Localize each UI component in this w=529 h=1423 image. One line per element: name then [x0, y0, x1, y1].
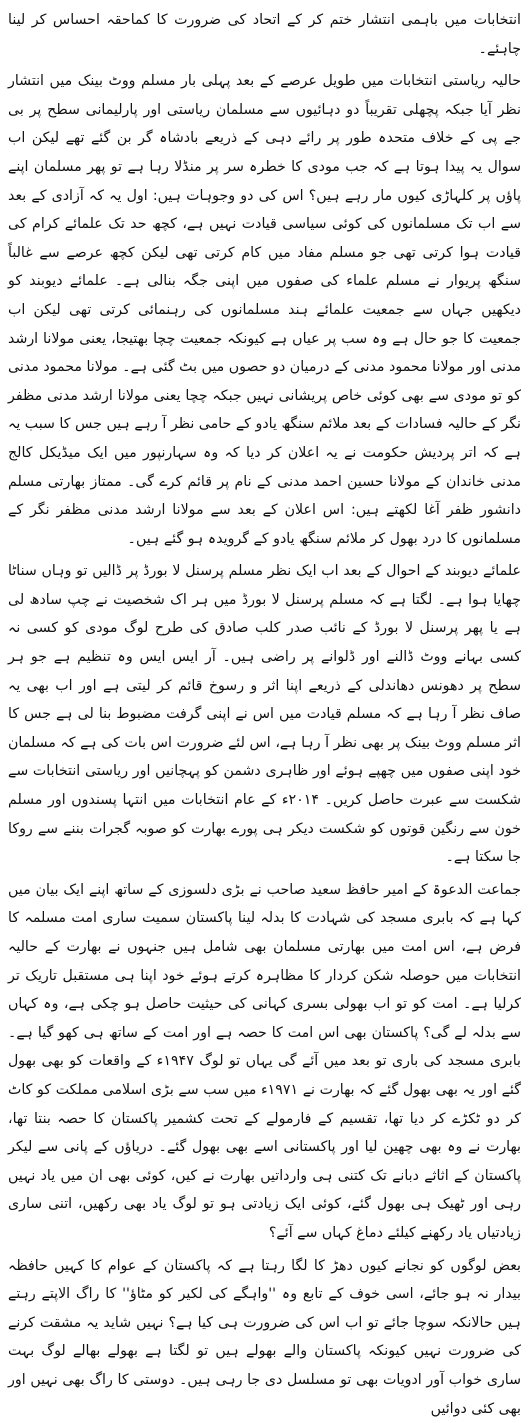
article-heading-line: انتخابات میں باہمی انتشار ختم کر کے اتحاد کی ضرورت کا کماحقہ احساس کر لینا چاہئے۔ — [8, 12, 521, 57]
article-paragraph: علمائے دیوبند کے احوال کے بعد اب ایک نظر مسلم پرسنل لا بورڈ پر ڈالیں تو وہاں سناٹا چھایا ہوا ہے۔ لگتا ہے کہ مسلم پرسنل لا بورڈ میں ہر اک شخصیت نے چپ سادھ لی ہے یا پھر پرسنل لا بورڈ کے نائب صدر کلب صادق کی طرح لوگ مودی کو کسی نہ کسی بہانے ووٹ ڈالنے اور ڈلوانے پر راضی ہیں۔ آر ایس ایس وہ تنظیم ہے جو ہر سطح پر دھونس دھاندلی کے ذریعے اپنا اثر و رسوخ قائم کر لیتی ہے اور اب بھی یہ صاف نظر آ رہا ہے کہ مسلم قیادت میں اس نے اپنی گرفت مضبوط بنا لی ہے جس کا اثر مسلم ووٹ بینک پر بھی نظر آ رہا ہے، اس لئے ضرورت اس بات کی ہے کہ مسلمان خود اپنی صفوں میں چھپے ہوئے اور ظاہری دشمن کو پہچانیں اور ریاستی انتخابات سے شکست سے عبرت حاصل کریں۔ ۲۰۱۴ء کے عام انتخابات میں انتہا پسندوں اور مسلم خون سے رنگین قوتوں کو شکست دیکر ہی پورے بھارت کو صوبہ گجرات بننے سے روکا جا سکتا ہے۔ — [8, 563, 521, 866]
article-paragraph: حالیہ ریاستی انتخابات میں طویل عرصے کے بعد پہلی بار مسلم ووٹ بینک میں انتشار نظر آیا جبکہ پچھلی تقریباً دو دہائیوں سے مسلمان ریاستی اور پارلیمانی سطح پر بی جے پی کے خلاف متحدہ طور پر رائے دہی کے ذریعے بادشاہ گر بن گئے تھے لیکن اب سوال یہ پیدا ہوتا ہے کہ جب مودی کا خطرہ سر پر منڈلا رہا ہے تو پھر مسلمان اپنے پاؤں پر کلہاڑی کیوں مار رہے ہیں؟ اس کی دو وجوہات ہیں: اول یہ کہ آزادی کے بعد سے اب تک مسلمانوں کی کوئی سیاسی قیادت نہیں ہے، کچھ حد تک علمائے کرام کی قیادت ہوا کرتی تھی جو مسلم مفاد میں کام کرتی تھی لیکن کچھ عرصے سے غالباً سنگھ پریوار نے مسلم علماء کی صفوں میں اپنی جگہ بنالی ہے۔ علمائے دیوبند کو دیکھیں جہاں سے جمعیت علمائے ہند مسلمانوں کی رہنمائی کرتی تھی لیکن اب جمعیت کا جو حال ہے وہ سب پر عیاں ہے کیونکہ جمعیت چچا بھتیجا، یعنی مولانا ارشد مدنی اور مولانا محمود مدنی کے درمیان دو حصوں میں بٹ گئی ہے۔ مولانا محمود مدنی کو تو مودی سے بھی کوئی خاص پریشانی نہیں جبکہ چچا یعنی مولانا ارشد مدنی مظفر نگر کے حالیہ فسادات کے بعد ملائم سنگھ یادو کے حامی نظر آ رہے ہیں جس کا سبب یہ ہے کہ اتر پردیش حکومت نے یہ اعلان کر دیا کہ وہ سہارنپور میں ایک میڈیکل کالج مدنی خاندان کے مولانا حسین احمد مدنی کے نام پر قائم کرے گی۔ ممتاز بھارتی مسلم دانشور ظفر آغا لکھتے ہیں: اس اعلان کے بعد سے مولانا ارشد مدنی مظفر نگر کے مسلمانوں کا درد بھول کر ملائم سنگھ یادو کے گرویدہ ہو گئے ہیں۔ — [8, 73, 521, 547]
article-paragraph: بعض لوگوں کو نجانے کیوں دھڑ کا لگا رہتا ہے کہ پاکستان کے عوام کا کہیں حافظہ بیدار نہ ہو جائے، اسی خوف کے تابع وہ ''واہگے کی لکیر کو مٹاؤ'' کا راگ الاپتے رہتے ہیں حالانکہ سوچا جائے تو اب اس کی ضرورت ہی کیا ہے؟ نہیں شاید یہ مشقت کرنے کی ضرورت نہیں کیونکہ پاکستان والے بھولے ہیں تو لگتا ہے بھولے بھالے لوگ بہت ساری خواب آور ادویات بھی تو مسلسل دی جا رہی ہیں۔ دوستی کا راگ بھی نہیں اور بھی کئی دوائیں — [8, 1257, 521, 1417]
article-paragraph: جماعت الدعوۃ کے امیر حافظ سعید صاحب نے بڑی دلسوزی کے ساتھ اپنے ایک بیان میں کہا ہے کہ بابری مسجد کی شہادت کا بدلہ لینا پاکستان سمیت ساری امت مسلمہ کا فرض ہے، اس امت میں بھارتی مسلمان بھی شامل ہیں جنہوں نے بھارت کے حالیہ انتخابات میں حوصلہ شکن کردار کا مظاہرہ کرتے ہوئے خود اپنا ہی مستقبل تاریک تر کرلیا ہے۔ امت کو تو اب بھولی بسری کہانی کی حیثیت حاصل ہو چکی ہے، وہ کہاں سے بدلہ لے گی؟ پاکستان بھی اس امت کا حصہ ہے اور امت کے ساتھ ہی کھو گیا ہے۔ بابری مسجد کی باری تو بعد میں آئے گی یہاں تو لوگ ۱۹۴۷ء کے واقعات کو بھی بھول گئے اور یہ بھی بھول گئے کہ بھارت نے ۱۹۷۱ء میں سب سے بڑی اسلامی مملکت کو کاٹ کر دو ٹکڑے کر دیا تھا، تقسیم کے فارمولے کے تحت کشمیر پاکستان کا حصہ بنتا تھا، بھارت نے وہ بھی چھین لیا اور پاکستانی اسے بھی بھول گئے۔ دریاؤں کے پانی سے لیکر پاکستان کے اثاثے دبانے تک کتنی ہی وارداتیں بھارت نے کیں، کوئی بھی ان میں یاد نہیں رہی اور ٹھیک ہی بھول گئے، کوئی ایک زیادتی ہو تو لوگ یاد بھی رکھیں، اتنی ساری زیادتیاں یاد رکھنے کیلئے دماغ کہاں سے آئے؟ — [8, 881, 521, 1241]
